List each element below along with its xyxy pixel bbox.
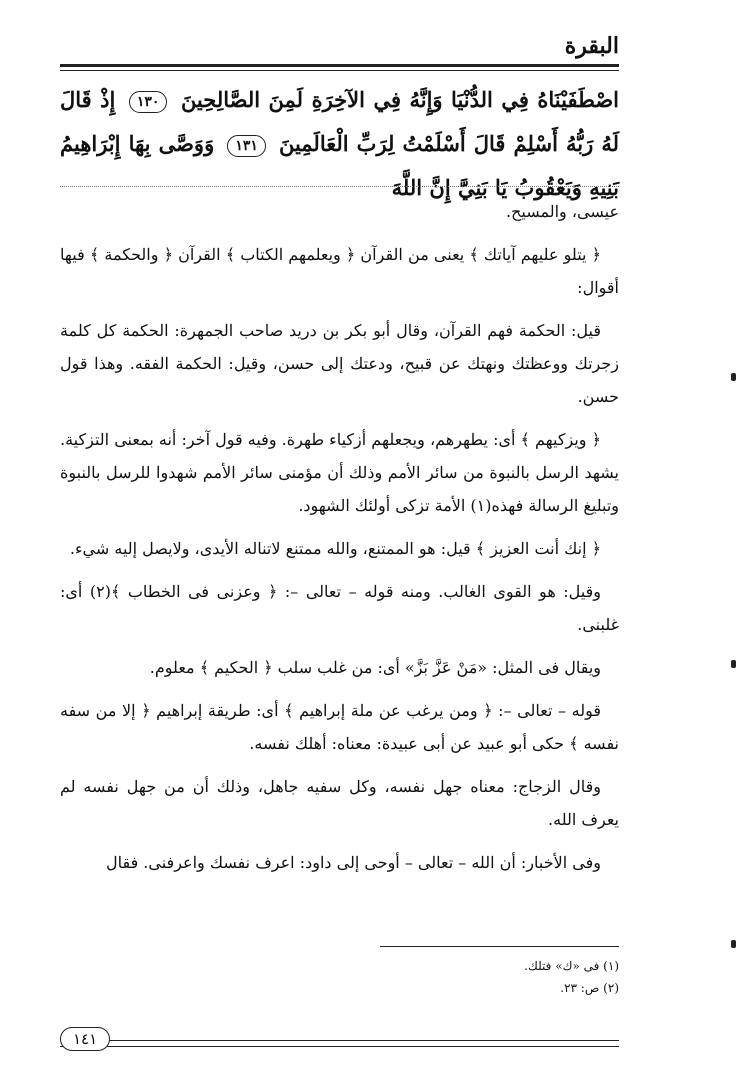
commentary-paragraph: ﴿ ويزكيهم ﴾ أى: يطهرهم، ويجعلهم أزكياء طهرة. وفيه قول آخر: أنه بمعنى التزكية. يشهد الرسل بالنبوة من سائر الأمم وذلك أن مؤمنى سائر الأمم شهدوا للرسل بالنبوة وتبليغ الرسالة فهذه(١) الأمة تزكى أولئك الشهود. xyxy=(60,430,620,515)
ayah-number-marker: ١٣١ xyxy=(227,135,266,157)
quran-verse-text: وَوَصَّى بِهَا إِبْرَاهِيمُ بَنِيهِ وَيَعْقُوبُ يَا بَنِيَّ إِنَّ اللَّهَ xyxy=(60,131,619,200)
margin-mark xyxy=(731,373,736,381)
page-number: ١٤١ xyxy=(60,1027,110,1051)
commentary-paragraph: وقيل: هو القوى الغالب. ومنه قوله – تعالى –: ﴿ وعزنى فى الخطاب ﴾(٢) أى: غلبنى. xyxy=(60,582,619,634)
commentary-paragraph: قيل: الحكمة فهم القرآن، وقال أبو بكر بن دريد صاحب الجمهرة: الحكمة كل كلمة زجرتك ووعظتك ونهتك عن قبيح، ودعتك إلى حسن، وقيل: الحكمة الفقه. وهذا قول حسن. xyxy=(60,321,619,406)
margin-mark xyxy=(731,660,736,668)
footnote: (١) فى «ك» فتلك. xyxy=(524,959,619,973)
quran-verse-text: اصْطَفَيْنَاهُ فِي الدُّنْيَا وَإِنَّهُ فِي الآخِرَةِ لَمِنَ الصَّالِحِينَ xyxy=(180,87,619,112)
footnotes xyxy=(60,955,619,999)
commentary-paragraph: قوله – تعالى –: ﴿ ومن يرغب عن ملة إبراهيم ﴾ أى: طريقة إبراهيم ﴿ إلا من سفه نفسه ﴾ حكى أبو عبيد عن أبى عبيدة: معناه: أهلك نفسه. xyxy=(60,701,619,753)
quran-verse-text: إِذْ قَالَ لَهُ رَبُّهُ أَسْلِمْ قَالَ أَسْلَمْتُ لِرَبِّ الْعَالَمِينَ xyxy=(60,87,619,156)
footnote: (٢) ص: ٢٣. xyxy=(560,981,619,995)
commentary-paragraph: عيسى، والمسيح. xyxy=(505,202,619,221)
running-header-title: البقرة xyxy=(564,33,619,59)
commentary-paragraph: وفى الأخبار: أن الله – تعالى – أوحى إلى داود: اعرف نفسك واعرفنى. فقال xyxy=(105,853,601,872)
commentary-paragraph: ﴿ إنك أنت العزيز ﴾ قيل: هو الممتنع، والله ممتنع لاتناله الأيدى، ولايصل إليه شيء. xyxy=(69,539,601,558)
quran-verse-block xyxy=(60,78,619,210)
footnote-rule xyxy=(380,946,619,947)
commentary-body xyxy=(60,195,619,889)
commentary-paragraph: ويقال فى المثل: «مَنْ عَزَّ بَزَّ» أى: من غلب سلب ﴿ الحكيم ﴾ معلوم. xyxy=(149,658,601,677)
header-rule-thin xyxy=(60,70,619,71)
commentary-paragraph: ﴿ يتلو عليهم آياتك ﴾ يعنى من القرآن ﴿ ويعلمهم الكتاب ﴾ القرآن ﴿ والحكمة ﴾ فيها أقوال: xyxy=(60,245,619,297)
section-divider xyxy=(60,186,619,187)
margin-mark xyxy=(731,940,736,948)
footer-rule-thin xyxy=(60,1046,619,1047)
header-rule xyxy=(60,64,619,67)
ayah-number-marker: ١٣٠ xyxy=(129,91,168,113)
footer-rule xyxy=(60,1040,619,1041)
commentary-paragraph: وقال الزجاج: معناه جهل نفسه، وكل سفيه جاهل، وذلك أن من جهل نفسه لم يعرف الله. xyxy=(60,777,619,829)
